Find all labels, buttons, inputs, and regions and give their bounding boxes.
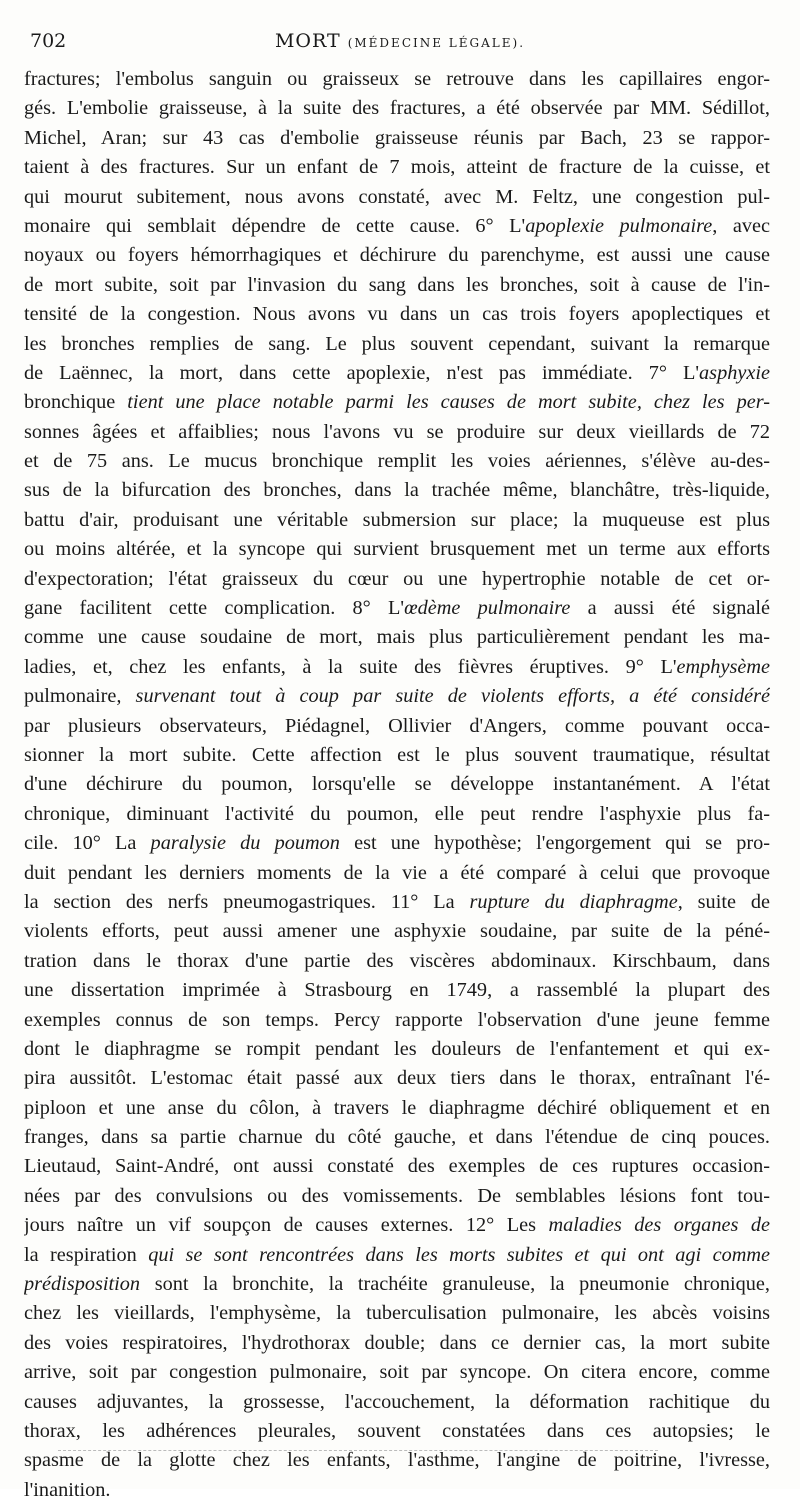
text-line: exemples connus de son temps. Percy rapporte l'observation d'une jeune femme bbox=[24, 1008, 770, 1031]
text-line: gés. L'embolie graisseuse, à la suite des fractures, a été observée par MM. Sédillot, bbox=[24, 97, 770, 120]
text-line: thorax, les adhérences pleurales, souvent constatées dans ces autopsies; le bbox=[24, 1419, 770, 1442]
text-line: gane facilitent cette complication. 8° L'œdème pulmonaire a aussi été signalé bbox=[24, 597, 770, 620]
text-line: Lieutaud, Saint-André, ont aussi constaté des exemples de ces ruptures occasion- bbox=[24, 1155, 770, 1178]
italic-term: œdème pulmonaire bbox=[404, 597, 571, 620]
italic-term: qui se sont rencontrées dans les morts subites et qui ont agi comme bbox=[136, 1243, 770, 1266]
text-line: dont le diaphragme se rompit pendant les douleurs de l'enfantement et qui ex- bbox=[24, 1037, 770, 1060]
italic-term: prédisposition bbox=[24, 1273, 141, 1296]
text-line: spasme de la glotte chez les enfants, l'asthme, l'angine de poitrine, l'ivresse, bbox=[24, 1449, 770, 1472]
text-line: chez les vieillards, l'emphysème, la tuberculisation pulmonaire, les abcès voisins bbox=[24, 1302, 770, 1325]
italic-term: , survenant tout à coup par suite de violents efforts, a été considéré bbox=[116, 685, 770, 708]
text-line: sus de la bifurcation des bronches, dans la trachée même, blanchâtre, très-liquide, bbox=[24, 479, 770, 502]
text-line: la section des nerfs pneumogastriques. 11° La rupture du diaphragme, suite de bbox=[24, 890, 770, 913]
page-header bbox=[30, 30, 770, 60]
italic-term: tient une place notable parmi les causes de mort subite, chez les per- bbox=[115, 391, 770, 414]
text-line: arrive, soit par congestion pulmonaire, soit par syncope. On citera encore, comme bbox=[24, 1361, 770, 1384]
text-line: jours naître un vif soupçon de causes externes. 12° Les maladies des organes de bbox=[24, 1214, 770, 1237]
text-line: sionner la mort subite. Cette affection est le plus souvent traumatique, résultat bbox=[24, 743, 770, 766]
text-line: sonnes âgées et affaiblies; nous l'avons vu se produire sur deux vieillards de 72 bbox=[24, 420, 770, 443]
text-line: tensité de la congestion. Nous avons vu dans un cas trois foyers apoplectiques et bbox=[24, 303, 770, 326]
italic-term: asphyxie bbox=[699, 361, 770, 384]
text-line: une dissertation imprimée à Strasbourg en 1749, a rassemblé la plupart des bbox=[24, 979, 770, 1002]
text-line: Michel, Aran; sur 43 cas d'embolie graisseuse réunis par Bach, 23 se rappor- bbox=[24, 126, 770, 149]
text-line: d'une déchirure du poumon, lorsqu'elle se développe instantanément. A l'état bbox=[24, 773, 770, 796]
text-line: noyaux ou foyers hémorrhagiques et déchirure du parenchyme, est aussi une cause bbox=[24, 244, 770, 267]
running-title-main: MORT bbox=[274, 30, 341, 52]
text-line: la respiration qui se sont rencontrées dans les morts subites et qui ont agi comme bbox=[24, 1243, 770, 1266]
text-line: les bronches remplies de sang. Le plus souvent cependant, suivant la remarque bbox=[24, 332, 770, 355]
text-line: de mort subite, soit par l'invasion du sang dans les bronches, soit à cause de l'in- bbox=[24, 273, 770, 296]
italic-term: emphysème bbox=[676, 655, 770, 678]
text-line: battu d'air, produisant une véritable submersion sur place; la muqueuse est plus bbox=[24, 508, 770, 531]
text-line: qui mourut subitement, nous avons constaté, avec M. Feltz, une congestion pul- bbox=[24, 185, 770, 208]
text-line: prédisposition sont la bronchite, la trachéite granuleuse, la pneumonie chronique, bbox=[24, 1273, 770, 1296]
italic-term: rupture du diaphragme bbox=[469, 890, 678, 913]
text-line: pira aussitôt. L'estomac était passé aux deux tiers dans le thorax, entraînant l'é- bbox=[24, 1067, 770, 1090]
text-line: violents efforts, peut aussi amener une asphyxie soudaine, par suite de la péné- bbox=[24, 920, 770, 943]
text-line: de Laënnec, la mort, dans cette apoplexie, n'est pas immédiate. 7° L'asphyxie bbox=[24, 361, 770, 384]
italic-term: paralysie du poumon bbox=[150, 832, 340, 855]
text-line: bronchique tient une place notable parmi les causes de mort subite, chez les per- bbox=[24, 391, 770, 414]
body-text bbox=[24, 65, 770, 1505]
running-title bbox=[30, 30, 770, 52]
text-line: fractures; l'embolus sanguin ou graisseux se retrouve dans les capillaires engor- bbox=[24, 68, 770, 90]
footer-rule bbox=[58, 1450, 658, 1451]
text-line: l'inanition. bbox=[24, 1478, 111, 1501]
text-line: comme une cause soudaine de mort, mais plus particulièrement pendant les ma- bbox=[24, 626, 770, 649]
text-line: causes adjuvantes, la grossesse, l'accouchement, la déformation rachitique du bbox=[24, 1390, 770, 1413]
text-line: ladies, et, chez les enfants, à la suite des fièvres éruptives. 9° L'emphysème bbox=[24, 655, 770, 678]
text-line: piploon et une anse du côlon, à travers le diaphragme déchiré obliquement et en bbox=[24, 1096, 770, 1119]
text-line: par plusieurs observateurs, Piédagnel, Ollivier d'Angers, comme pouvant occa- bbox=[24, 714, 770, 737]
page-number: 702 bbox=[30, 30, 67, 52]
text-line: nées par des convulsions ou des vomissements. De semblables lésions font tou- bbox=[24, 1184, 770, 1207]
text-line: cile. 10° La paralysie du poumon est une hypothèse; l'engorgement qui se pro- bbox=[24, 832, 770, 855]
text-line: duit pendant les derniers moments de la vie a été comparé à celui que provoque bbox=[24, 861, 770, 884]
italic-term: maladies des organes de bbox=[548, 1214, 770, 1237]
text-line: ou moins altérée, et la syncope qui survient brusquement met un terme aux efforts bbox=[24, 538, 770, 561]
text-line: taient à des fractures. Sur un enfant de 7 mois, atteint de fracture de la cuisse, et bbox=[24, 156, 770, 179]
text-line: et de 75 ans. Le mucus bronchique remplit les voies aériennes, s'élève au-des- bbox=[24, 450, 770, 473]
text-line: monaire qui semblait dépendre de cette cause. 6° L'apoplexie pulmonaire, avec bbox=[24, 214, 770, 237]
text-line: tration dans le thorax d'une partie des viscères abdominaux. Kirschbaum, dans bbox=[24, 949, 770, 972]
running-title-sub: (MÉDECINE LÉGALE). bbox=[347, 36, 526, 50]
italic-term: apoplexie pulmonaire bbox=[525, 214, 713, 237]
text-line: pulmonaire, survenant tout à coup par suite de violents efforts, a été considéré bbox=[24, 685, 770, 708]
text-line: chronique, diminuant l'activité du poumon, elle peut rendre l'asphyxie plus fa- bbox=[24, 802, 770, 825]
text-line: franges, dans sa partie charnue du côté gauche, et dans l'étendue de cinq pouces. bbox=[24, 1126, 770, 1149]
text-line: des voies respiratoires, l'hydrothorax double; dans ce dernier cas, la mort subite bbox=[24, 1331, 770, 1354]
text-line: d'expectoration; l'état graisseux du cœur ou une hypertrophie notable de cet or- bbox=[24, 567, 770, 590]
